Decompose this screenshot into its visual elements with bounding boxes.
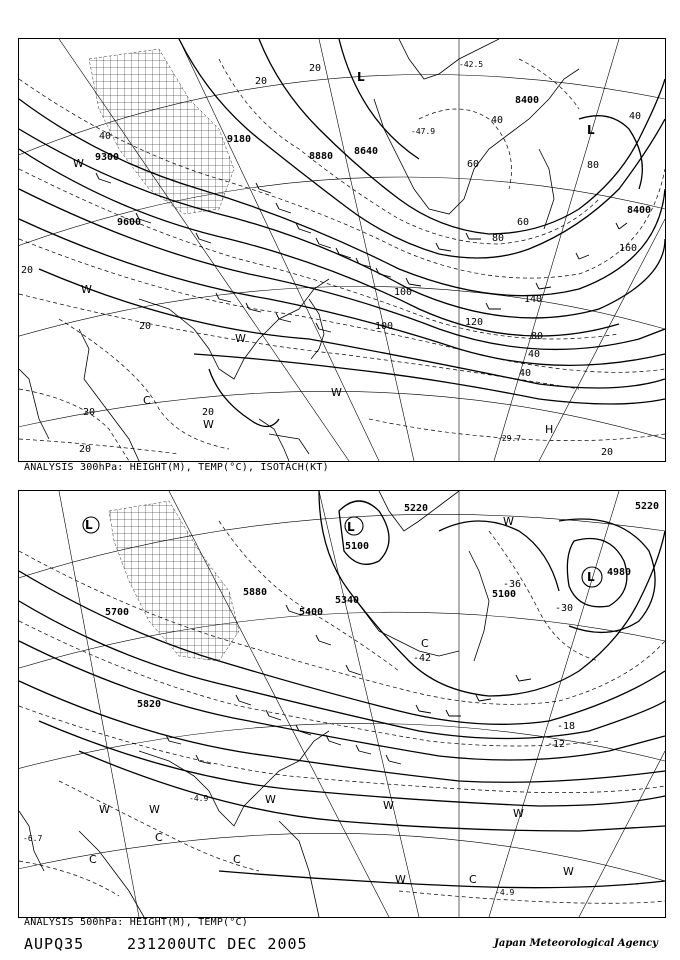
height-label: 5880	[243, 587, 268, 598]
temp-label: -4.9	[495, 888, 515, 897]
temp-label: -42	[413, 653, 432, 664]
isotach-label: 100	[394, 287, 413, 298]
low-pressure-symbol: L	[357, 70, 365, 84]
isotach-label: 140	[524, 294, 543, 305]
temp-label: -6.7	[23, 834, 43, 843]
isotach-label: 80	[492, 233, 505, 244]
height-label: 5100	[345, 541, 370, 552]
warm-symbol: W	[395, 873, 406, 886]
isotach-label: 40	[491, 115, 504, 126]
height-label: 5700	[105, 607, 130, 618]
isotach-label: 120	[465, 317, 484, 328]
temp-label: -4.9	[189, 794, 209, 803]
temp-label: -47.9	[411, 127, 436, 136]
height-label: 5220	[635, 501, 660, 512]
isotach-label: 40	[528, 349, 541, 360]
isotach-label: 160	[619, 243, 638, 254]
isotach-label: 60	[467, 159, 480, 170]
isotach-label: 40	[519, 368, 532, 379]
isotach-label: 40	[629, 111, 642, 122]
warm-symbol: W	[383, 799, 394, 812]
valid-time: 231200UTC DEC 2005	[127, 935, 308, 953]
height-label: 5820	[137, 699, 162, 710]
warm-symbol: W	[99, 803, 110, 816]
height-label: 4980	[607, 567, 632, 578]
height-label: 9300	[95, 152, 120, 163]
height-label: 8640	[354, 146, 379, 157]
low-pressure-symbol: L	[85, 518, 93, 532]
cold-symbol: C	[233, 853, 241, 866]
height-label: 8400	[627, 205, 652, 216]
temp-label: -36	[503, 579, 522, 590]
isotach-label: 20	[79, 444, 92, 455]
map-300-svg	[19, 39, 665, 461]
isotach-label: 60	[517, 217, 530, 228]
warm-symbol: W	[73, 157, 84, 170]
warm-symbol: W	[235, 332, 246, 345]
isotach-label: 80	[531, 331, 544, 342]
warm-symbol: W	[331, 386, 342, 399]
cold-symbol: C	[469, 873, 477, 886]
warm-symbol: W	[265, 793, 276, 806]
low-pressure-symbol: L	[587, 123, 595, 137]
isotach-label: 100	[375, 321, 394, 332]
height-label: 8880	[309, 151, 334, 162]
warm-symbol: W	[203, 418, 214, 431]
analysis-300hpa-map	[18, 38, 666, 462]
high-pressure-symbol: H	[545, 423, 554, 436]
analysis-500hpa-map	[18, 490, 666, 918]
height-label: 5340	[335, 595, 360, 606]
height-label: 8400	[515, 95, 540, 106]
temp-label: -42.5	[459, 60, 484, 69]
warm-symbol: W	[563, 865, 574, 878]
terrain-hatch-500	[109, 501, 239, 661]
agency-name: Japan Meteorological Agency	[494, 938, 658, 949]
cold-symbol: C	[155, 831, 163, 844]
isotach-label: 20	[21, 265, 34, 276]
height-label: 5100	[492, 589, 517, 600]
temp-label: -29.7	[497, 434, 522, 443]
upper-panel-caption: ANALYSIS 300hPa: HEIGHT(M), TEMP(°C), ISOTACH(KT)	[24, 462, 329, 473]
warm-symbol: W	[513, 807, 524, 820]
isotach-label: 20	[309, 63, 322, 74]
isotach-label: 40	[99, 131, 112, 142]
height-contours-500	[19, 491, 665, 888]
isotach-label: 20	[255, 76, 268, 87]
chart-id: AUPQ35	[24, 935, 85, 953]
cold-symbol: C	[421, 637, 429, 650]
height-label: 9600	[117, 217, 142, 228]
isotach-label: 20	[83, 407, 96, 418]
height-label: 9180	[227, 134, 252, 145]
height-label: 5400	[299, 607, 324, 618]
map-500-svg	[19, 491, 665, 917]
lower-panel-caption: ANALYSIS 500hPa: HEIGHT(M), TEMP(°C)	[24, 917, 248, 928]
low-pressure-symbol: W	[503, 515, 514, 528]
cold-symbol: C	[143, 394, 151, 407]
temp-label: -18	[557, 721, 576, 732]
warm-symbol: W	[149, 803, 160, 816]
isotach-label: 20	[139, 321, 152, 332]
temp-label: -12	[547, 739, 566, 750]
low-pressure-symbol: L	[347, 520, 355, 534]
temp-label: -30	[555, 603, 574, 614]
isotach-label: 20	[601, 447, 614, 458]
cold-symbol: C	[89, 853, 97, 866]
isotach-label: 80	[587, 160, 600, 171]
isotach-label: 20	[202, 407, 215, 418]
low-pressure-symbol: L	[587, 570, 595, 584]
warm-symbol: W	[81, 283, 92, 296]
height-label: 5220	[404, 503, 429, 514]
